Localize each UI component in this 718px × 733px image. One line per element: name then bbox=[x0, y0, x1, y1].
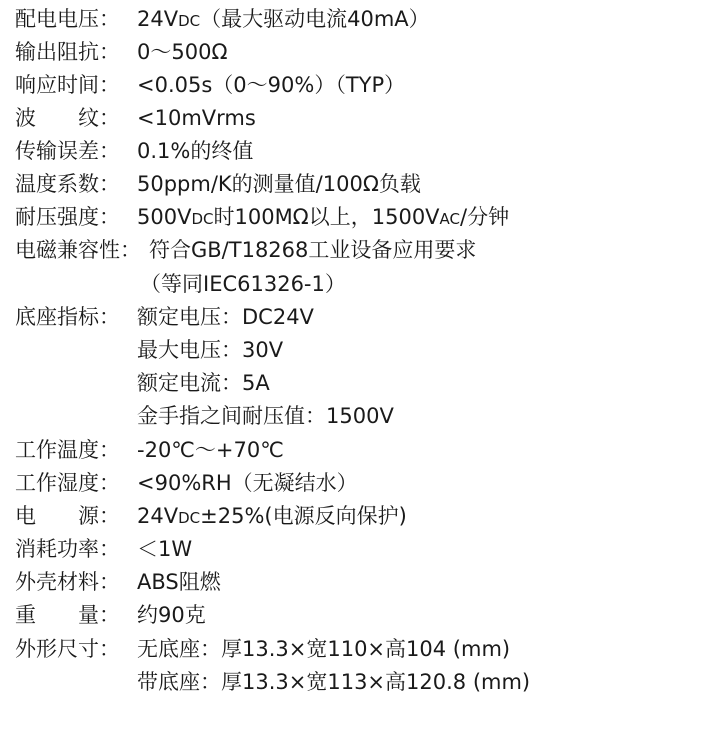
spec-row-supply-voltage bbox=[15, 3, 430, 36]
spec-label: 温度系数： bbox=[15, 172, 120, 196]
spec-row-operating-temperature bbox=[15, 434, 284, 467]
spec-row-weight bbox=[15, 599, 206, 632]
spec-value: <10mVrms bbox=[137, 106, 256, 130]
spec-value: 50ppm/K的测量值/100Ω负载 bbox=[137, 172, 421, 196]
spec-value: 额定电压：DC24V bbox=[137, 305, 314, 329]
value-part: （最大驱动电流40mA） bbox=[200, 7, 430, 31]
dc-subscript: DC bbox=[191, 210, 214, 228]
spec-label: 外壳材料： bbox=[15, 570, 120, 594]
spec-label: 电磁兼容性： bbox=[15, 238, 141, 262]
spec-label: 配电电压： bbox=[15, 7, 120, 31]
value-part: 时100MΩ以上，1500V bbox=[213, 205, 440, 229]
ac-subscript: AC bbox=[439, 210, 461, 228]
spec-value: 额定电流：5A bbox=[137, 371, 270, 395]
spec-value: 0～500Ω bbox=[137, 40, 228, 64]
spec-value: <0.05s（0～90%）（TYP） bbox=[137, 73, 406, 97]
spec-value: （等同IEC61326-1） bbox=[140, 272, 346, 296]
spec-row-transmission-error bbox=[15, 135, 253, 168]
spec-label: 电 源： bbox=[15, 504, 120, 528]
spec-row-withstand-voltage bbox=[15, 201, 509, 234]
spec-row-operating-humidity bbox=[15, 467, 358, 500]
spec-value: ＜1W bbox=[137, 537, 193, 561]
dc-subscript: DC bbox=[178, 12, 201, 30]
spec-value: 约90克 bbox=[137, 603, 206, 627]
value-part: ±25%(电源反向保护) bbox=[200, 504, 407, 528]
spec-row-response-time bbox=[15, 69, 405, 102]
spec-value: <90%RH（无凝结水） bbox=[137, 471, 358, 495]
spec-row-dimensions-with-base bbox=[137, 666, 530, 699]
spec-value: 符合GB/T18268工业设备应用要求 bbox=[149, 238, 477, 262]
spec-row-housing-material bbox=[15, 566, 221, 599]
spec-label: 耐压强度： bbox=[15, 205, 120, 229]
spec-row-dimensions-no-base bbox=[15, 633, 510, 666]
spec-label: 工作湿度： bbox=[15, 471, 120, 495]
spec-row-output-impedance bbox=[15, 36, 228, 69]
spec-value bbox=[137, 500, 407, 535]
spec-label: 底座指标： bbox=[15, 305, 120, 329]
value-part: 500V bbox=[137, 205, 192, 229]
spec-value: 金手指之间耐压值：1500V bbox=[137, 404, 394, 428]
spec-row-ripple bbox=[15, 102, 256, 135]
spec-value: 0.1%的终值 bbox=[137, 139, 254, 163]
spec-row-base-rated-current bbox=[137, 367, 270, 400]
value-part: 24V bbox=[137, 7, 179, 31]
value-part: 24V bbox=[137, 504, 179, 528]
spec-row-base-finger-voltage bbox=[137, 400, 394, 433]
spec-value: 带底座：厚13.3×宽113×高120.8 (mm) bbox=[137, 670, 531, 694]
spec-label: 重 量： bbox=[15, 603, 120, 627]
spec-label: 外形尺寸： bbox=[15, 637, 120, 661]
spec-value: 无底座：厚13.3×宽110×高104 (mm) bbox=[137, 637, 511, 661]
spec-value bbox=[137, 3, 430, 38]
spec-row-power-supply bbox=[15, 500, 407, 533]
spec-label: 波 纹： bbox=[15, 106, 120, 130]
spec-label: 消耗功率： bbox=[15, 537, 120, 561]
spec-label: 输出阻抗： bbox=[15, 40, 120, 64]
spec-row-temperature-coefficient bbox=[15, 168, 421, 201]
spec-value: ABS阻燃 bbox=[137, 570, 221, 594]
spec-row-power-consumption bbox=[15, 533, 192, 566]
spec-value bbox=[137, 201, 509, 236]
spec-label: 工作温度： bbox=[15, 438, 120, 462]
value-part: /分钟 bbox=[460, 205, 510, 229]
spec-row-emc bbox=[15, 234, 476, 267]
spec-value: 最大电压：30V bbox=[137, 338, 284, 362]
spec-label: 响应时间： bbox=[15, 73, 120, 97]
spec-row-base-rated-voltage bbox=[15, 301, 314, 334]
dc-subscript: DC bbox=[178, 509, 201, 527]
spec-value: -20℃～+70℃ bbox=[137, 438, 284, 462]
spec-label: 传输误差： bbox=[15, 139, 120, 163]
spec-row-base-max-voltage bbox=[137, 334, 283, 367]
spec-row-emc-equivalent bbox=[140, 268, 346, 301]
